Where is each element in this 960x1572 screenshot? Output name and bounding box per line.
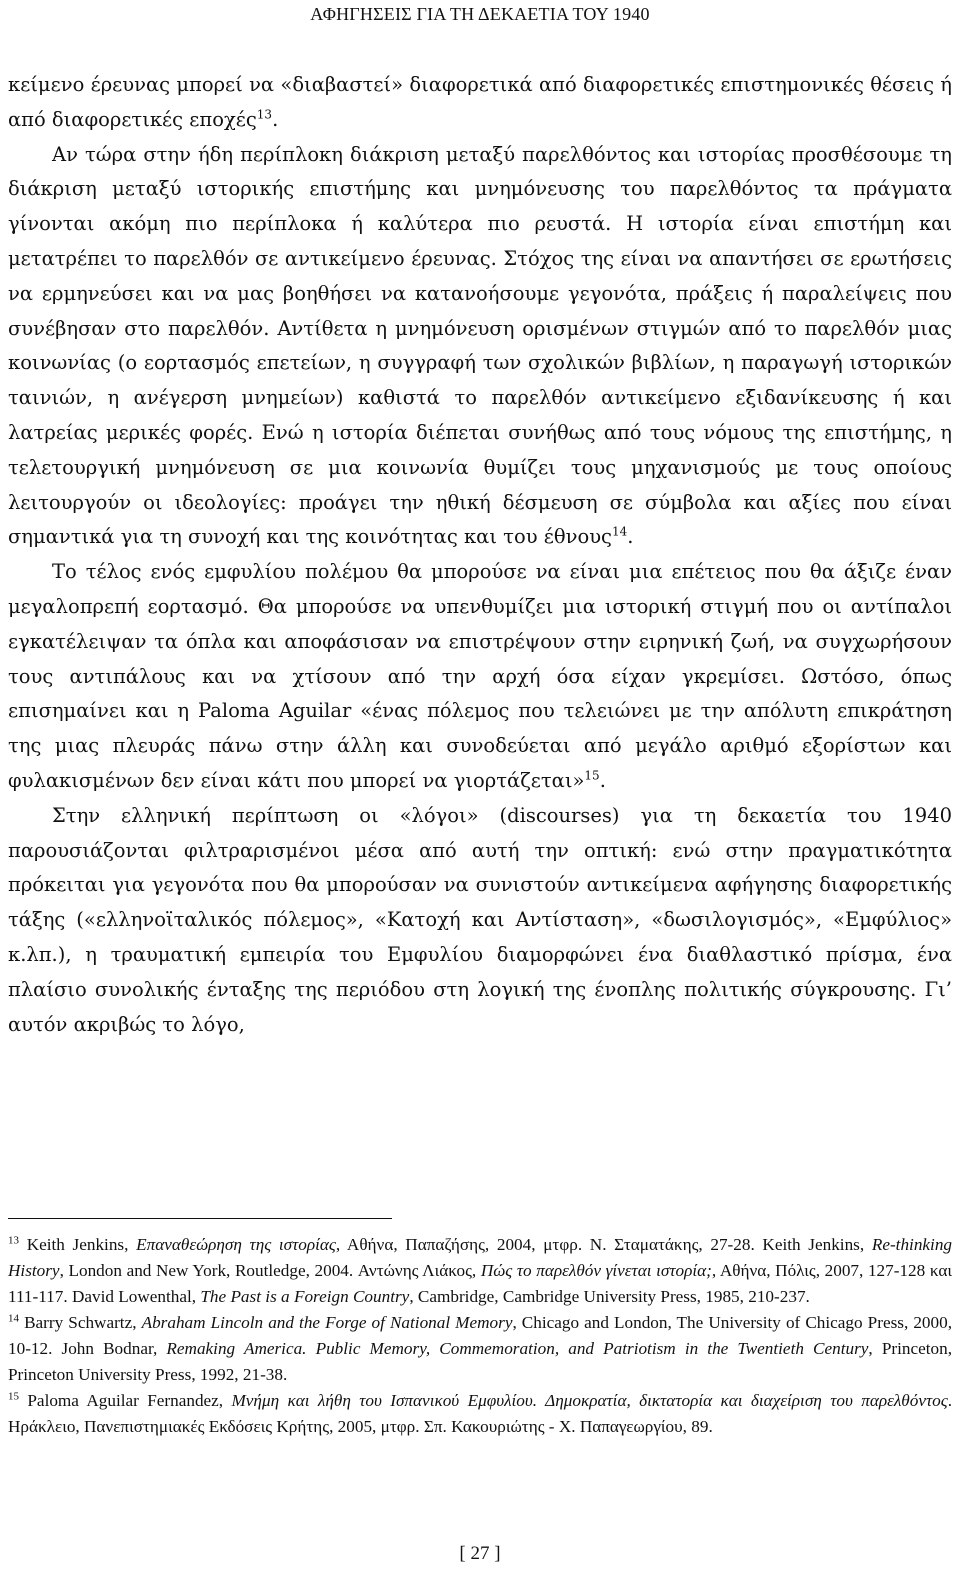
paragraph-continued: κείμενο έρευνας μπορεί να «διαβαστεί» διαφορετικά από διαφορετικές επιστημονικές θέσεις ή από διαφορετικές εποχές$^{13}$. — [8, 73, 952, 131]
footnote-title: Remaking America. Public Memory, Commemoration, and Patriotism in the Twentieth Century — [166, 1339, 869, 1358]
footnote-number: 15 — [8, 1390, 19, 1403]
footnote-text: . Ηράκλειο, Πανεπιστημιακές Εκδόσεις Κρήτης, 2005, μτφρ. Σπ. Κακουριώτης - Χ. Παπαγεωργίου, 89. — [8, 1391, 952, 1436]
footnote-text: , London and New York, Routledge, 2004. Αντώνης Λιάκος, — [59, 1261, 481, 1280]
paragraph-history-vs-memory: Αν τώρα στην ήδη περίπλοκη διάκριση μεταξύ παρελθόντος και ιστορίας προσθέσουμε τη διάκριση μεταξύ ιστορικής επιστήμης και μνημόνευσης του παρελθόντος τα πράγματα γίνονται ακόμη πιο περίπλοκα ή καλύτερα πιο ρευστά. Η ιστορία είναι επιστήμη και μετατρέπει το παρελθόν σε αντικείμενο έρευνας. Στόχος της είναι να απαντήσει σε ερωτήσεις να ερμηνεύσει και να μας βοηθήσει να κατανοήσουμε γεγονότα, πράξεις ή παραλείψεις που συνέβησαν στο παρελθόν. Αντίθετα η μνημόνευση ορισμένων στιγμών από το παρελθόν μιας κοινωνίας (ο εορτασμός επετείων, η συγγραφή των σχολικών βιβλίων, η παραγωγή ιστορικών ταινιών, η ανέγερση μνημείων) καθιστά το παρελθόν αντικείμενο εξιδανίκευσης ή και λατρείας μερικές φορές. Ενώ η ιστορία διέπεται συνήθως από τους νόμους της επιστήμης, η τελετουργική μνημόνευση σε μια κοινωνία θυμίζει τους μηχανισμούς με τους οποίους λειτουργούν οι ιδεολογίες: προάγει την ηθική δέσμευση σε σύμβολα και αξίες που είναι σημαντικά για τη συνοχή και της κοινότητας και του έθνους$^{14}$. — [8, 142, 952, 549]
footnote-text: , Princeton, Princeton University Press, 1992, 21-38. — [8, 1339, 952, 1384]
paragraph-civil-war-end: Το τέλος ενός εμφυλίου πολέμου θα μπορούσε να είναι μια επέτειος που θα άξιζε έναν μεγαλοπρεπή εορτασμό. Θα μπορούσε να υπενθυμίζει μια ιστορική στιγμή που οι αντίπαλοι εγκατέλειψαν τα όπλα και αποφάσισαν να επιστρέψουν στην ειρηνική ζωή, να συγχωρήσουν τους αντιπάλους και να χτίσουν από την αρχή όσα είχαν γκρεμίσει. Ωστόσο, όπως επισημαίνει και η Paloma Aguilar «ένας πόλεμος που τελειώνει με την απόλυτη επικράτηση της μιας πλευράς πάνω στην άλλη και συνοδεύεται από μεγάλο αριθμό εξορίστων και φυλακισμένων δεν είναι κάτι που μπορεί να γιορτάζεται»$^{15}$. — [8, 560, 952, 792]
paragraph-greek-case — [8, 799, 952, 1043]
footnotes — [8, 1232, 952, 1440]
paragraph-text: Το τέλος ενός εμφυλίου πολέμου θα μπορούσε να είναι μια επέτειος που θα άξιζε έναν μεγαλοπρεπή εορτασμό. Θα μπορούσε να υπενθυμίζει μια ιστορική στιγμή που οι αντίπαλοι εγκατέλειψαν τα όπλα και αποφάσισαν να επιστρέψουν στην ειρηνική ζωή, να συγχωρήσουν τους αντιπάλους και να χτίσουν από την αρχή όσα είχαν γκρεμίσει. Ωστόσο, όπως επισημαίνει και η Paloma Aguilar «ένας πόλεμος που τελειώνει με την απόλυτη επικράτηση της μιας πλευράς πάνω στην άλλη και συνοδεύεται από μεγάλο αριθμό εξορίστων και φυλακισμένων δεν είναι κάτι που μπορεί να γιορτάζεται» — [8, 560, 952, 792]
footnote-title: Μνήμη και λήθη του Ισπανικού Εμφυλίου. Δημοκρατία, δικτατορία και διαχείριση του παρελθόντος — [231, 1391, 948, 1410]
footnote-ref-13[interactable]: 13 — [256, 107, 273, 122]
footnote-text: , Cambridge, Cambridge University Press, 1985, 210-237. — [409, 1287, 810, 1306]
paragraph-text: κείμενο έρευνας μπορεί να «διαβαστεί» διαφορετικά από διαφορετικές επιστημονικές θέσεις ή από διαφορετικές εποχές — [8, 73, 952, 131]
footnote-separator — [8, 1218, 392, 1219]
footnote-14 — [8, 1310, 952, 1388]
footnote-13 — [8, 1232, 952, 1310]
footnote-text: , Αθήνα, Πόλις, 2007, 127-128 και 111-117. David Lowenthal, — [8, 1261, 952, 1306]
footnote-text: , Αθήνα, Παπαζήσης, 2004, μτφρ. Ν. Σταματάκης, 27-28. Keith Jenkins, — [335, 1235, 872, 1254]
page-number: [ 27 ] — [459, 1543, 501, 1564]
running-header: ΑΦΗΓΗΣΕΙΣ ΓΙΑ ΤΗ ΔΕΚΑΕΤΙΑ ΤΟΥ 1940 — [310, 4, 650, 24]
footnote-ref-15[interactable]: 15 — [584, 768, 600, 783]
footnote-text: Paloma Aguilar Fernandez, — [27, 1391, 232, 1410]
footnote-title: Re-thinking History — [8, 1235, 953, 1280]
footnote-title: Abraham Lincoln and the Forge of National Memory — [141, 1313, 513, 1332]
footnote-number: 13 — [8, 1234, 19, 1247]
footnote-ref-14[interactable]: 14 — [611, 524, 628, 539]
footnote-title: Πώς το παρελθόν γίνεται ιστορία; — [480, 1261, 712, 1280]
paragraph-text: Αν τώρα στην ήδη περίπλοκη διάκριση μεταξύ παρελθόντος και ιστορίας προσθέσουμε τη διάκριση μεταξύ ιστορικής επιστήμης και μνημόνευσης του παρελθόντος τα πράγματα γίνονται ακόμη πιο περίπλοκα ή καλύτερα πιο ρευστά. Η ιστορία είναι επιστήμη και μετατρέπει το παρελθόν σε αντικείμενο έρευνας. Στόχος της είναι να απαντήσει σε ερωτήσεις να ερμηνεύσει και να μας βοηθήσει να κατανοήσουμε γεγονότα, πράξεις ή παραλείψεις που συνέβησαν στο παρελθόν. Αντίθετα η μνημόνευση ορισμένων στιγμών από το παρελθόν μιας κοινωνίας (ο εορτασμός επετείων, η συγγραφή των σχολικών βιβλίων, η παραγωγή ιστορικών ταινιών, η ανέγερση μνημείων) καθιστά το παρελθόν αντικείμενο εξιδανίκευσης ή και λατρείας μερικές φορές. Ενώ η ιστορία διέπεται συνήθως από τους νόμους της επιστήμης, η τελετουργική μνημόνευση σε μια κοινωνία θυμίζει τους μηχανισμούς με τους οποίους λειτουργούν οι ιδεολογίες: προάγει την ηθική δέσμευση σε σύμβολα και αξίες που είναι σημαντικά για τη συνοχή και της κοινότητας και του έθνους — [8, 142, 952, 549]
footnote-title: The Past is a Foreign Country — [200, 1287, 410, 1306]
footnote-title: Επαναθεώρηση της ιστορίας — [136, 1235, 336, 1254]
footnote-text: Barry Schwartz, — [24, 1313, 142, 1332]
main-text — [8, 68, 952, 1042]
footnote-number: 14 — [8, 1312, 19, 1325]
footnote-text: Keith Jenkins, — [26, 1235, 137, 1254]
paragraph-text: Στην ελληνική περίπτωση οι «λόγοι» (discourses) για τη δεκαετία του 1940 παρουσιάζονται φιλτραρισμένοι μέσα από αυτή την οπτική: ενώ στην πραγματικότητα πρόκειται για γεγονότα που θα μπορούσαν να συνιστούν αντικείμενα αφήγησης διαφορετικής τάξης («ελληνοϊταλικός πόλεμος», «Κατοχή και Αντίσταση», «δωσιλογισμός», «Εμφύλιος» κ.λπ.), η τραυματική εμπειρία του Εμφυλίου διαμορφώνει ένα διαθλαστικό πρίσμα, ένα πλαίσιο συνολικής ένταξης της περιόδου στη λογική της ένοπλης πολιτικής σύγκρουσης. Γι’ αυτόν ακριβώς το λόγο, — [8, 803, 952, 1036]
footnote-text: , Chicago and London, The University of Chicago Press, 2000, 10-12. John Bodnar, — [8, 1313, 952, 1358]
footnote-15 — [8, 1388, 952, 1440]
